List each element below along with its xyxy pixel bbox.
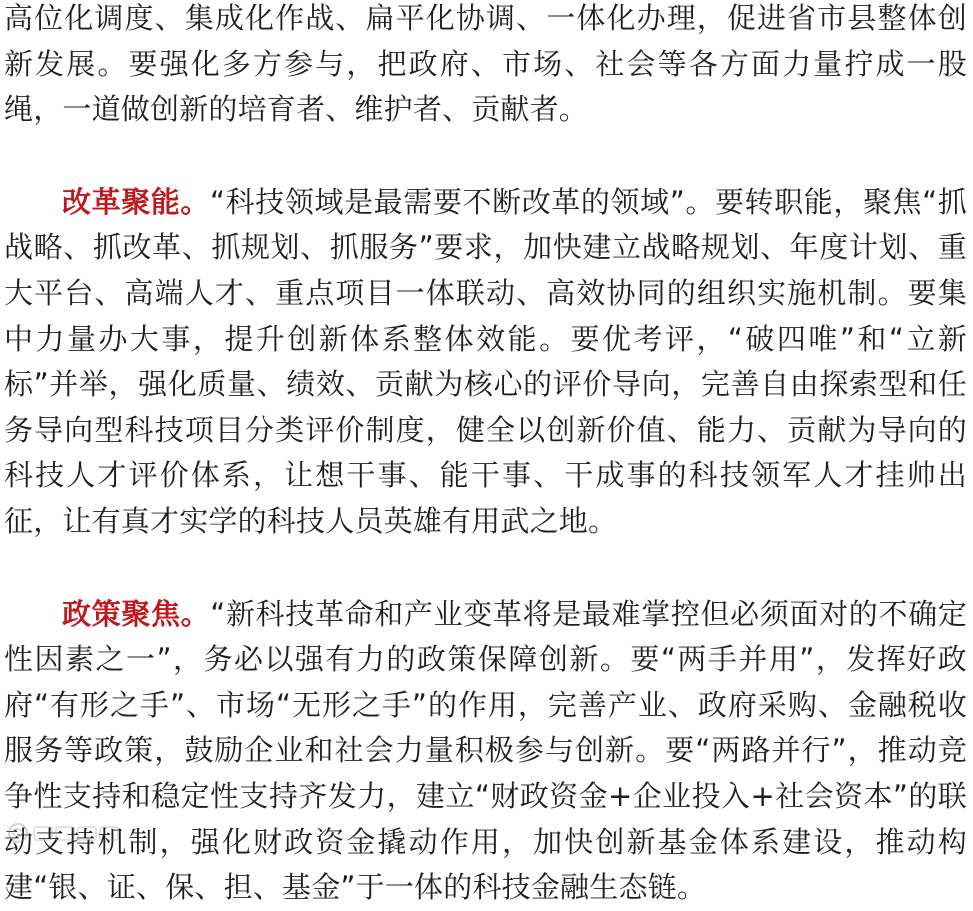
paragraph-lead-heading: 改革聚能。 — [62, 184, 211, 219]
paragraph-gap — [4, 545, 967, 592]
paragraph-gap — [4, 133, 967, 180]
paragraph-lead-heading: 政策聚焦。 — [62, 596, 211, 631]
paragraph-intro-continuation — [4, 0, 967, 133]
watermark-logo-icon — [6, 819, 136, 847]
paragraph-text: 高位化调度、集成化作战、扁平化协调、一体化办理，促进省市县整体创新发展。要强化多方参与，把政府、市场、社会等各方面力量拧成一股绳，一道做创新的培育者、维护者、贡献者。 — [4, 1, 967, 127]
paragraph-text: “科技领域是最需要不断改革的领域”。要转职能，聚焦“抓战略、抓改革、抓规划、抓服务”要求，加快建立战略规划、年度计划、重大平台、高端人才、重点项目一体联动、高效协同的组织实施机制。要集中力量办大事，提升创新体系整体效能。要优考评，“破四唯”和“立新标”并举，强化质量、绩效、贡献为核心的评价导向，完善自由探索型和任务导向型科技项目分类评价制度，健全以创新价值、能力、贡献为导向的科技人才评价体系，让想干事、能干事、干成事的科技领军人才挂帅出征，让有真才实学的科技人员英雄有用武之地。 — [4, 184, 967, 538]
paragraph-policy — [4, 592, 967, 911]
paragraph-reform — [4, 180, 967, 545]
paragraph-text: “新科技革命和产业变革将是最难掌控但必须面对的不确定性因素之一”，务必以强有力的政策保障创新。要“两手并用”，发挥好政府“有形之手”、市场“无形之手”的作用，完善产业、政府采购、金融税收服务等政策，鼓励企业和社会力量积极参与创新。要“两路并行”，推动竞争性支持和稳定性支持齐发力，建立“财政资金+企业投入+社会资本”的联动支持机制，强化财政资金撬动作用，加快创新基金体系建设，推动构建“银、证、保、担、基金”于一体的科技金融生态链。 — [4, 596, 967, 905]
